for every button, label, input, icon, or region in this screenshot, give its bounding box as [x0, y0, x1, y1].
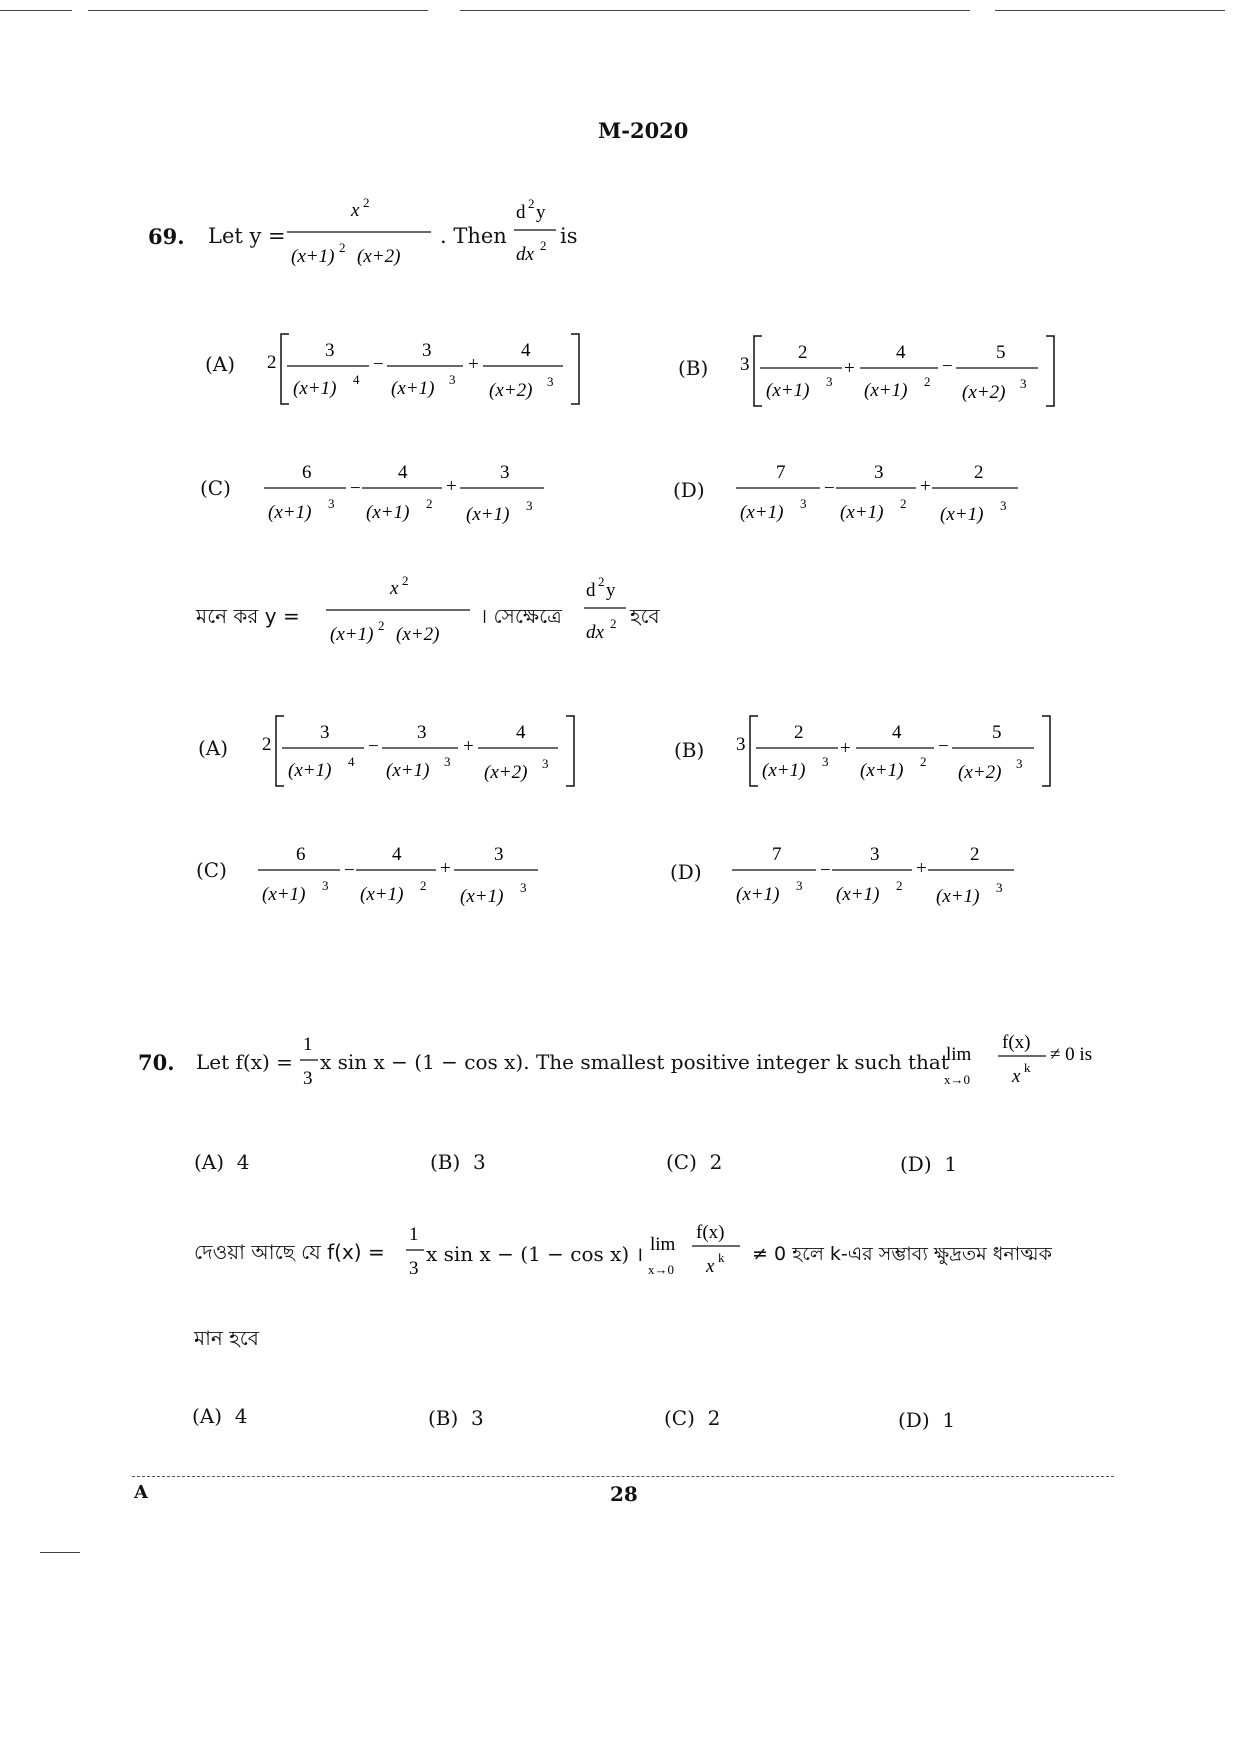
svg-text:−: −: [350, 478, 361, 499]
top-rule-mid: [88, 10, 428, 11]
svg-text:3: 3: [325, 340, 335, 361]
q70-option-c[interactable]: [666, 1150, 722, 1174]
q70-option-c-value: 2: [709, 1150, 723, 1174]
svg-text:1: 1: [409, 1224, 419, 1245]
svg-text:k: k: [718, 1250, 725, 1265]
svg-text:+: +: [840, 738, 851, 759]
svg-text:2: 2: [900, 496, 907, 511]
q69-bn-option-d-expression[interactable]: [730, 838, 1030, 914]
q70-option-a[interactable]: [194, 1150, 250, 1174]
q70-bn-option-c-label: (C): [664, 1406, 695, 1430]
q69-bn-option-c-label[interactable]: (C): [196, 858, 227, 882]
svg-text:3: 3: [796, 878, 803, 893]
svg-text:+: +: [440, 858, 451, 879]
q69-option-d-label[interactable]: (D): [673, 478, 705, 502]
svg-text:f(x): f(x): [696, 1222, 725, 1243]
svg-text:(x+1): (x+1): [860, 760, 904, 781]
q69-bengali-second-derivative: [580, 572, 630, 652]
svg-text:−: −: [344, 860, 355, 881]
footer-rule: [132, 1476, 1114, 1477]
q70-bn-option-a-value: 4: [234, 1404, 248, 1428]
svg-text:3: 3: [547, 374, 554, 389]
svg-text:(x+2): (x+2): [962, 382, 1006, 403]
q70-one-third-fraction: [298, 1030, 320, 1100]
svg-text:2: 2: [262, 734, 272, 755]
svg-text:k: k: [1024, 1060, 1031, 1075]
svg-text:2: 2: [970, 844, 980, 865]
q69-option-c-expression[interactable]: [262, 456, 562, 532]
svg-text:3: 3: [542, 756, 549, 771]
svg-text:5: 5: [996, 342, 1006, 363]
numerator-x: x: [351, 200, 360, 221]
svg-text:(x+1): (x+1): [762, 760, 806, 781]
svg-text:3: 3: [1000, 498, 1007, 513]
svg-text:(x+1): (x+1): [360, 884, 404, 905]
q70-bengali-intro: দেওয়া আছে যে f(x) =: [194, 1240, 385, 1264]
q70-option-d[interactable]: [900, 1152, 957, 1176]
svg-text:(x+2): (x+2): [396, 624, 440, 645]
svg-text:4: 4: [353, 372, 360, 387]
svg-text:3: 3: [409, 1258, 419, 1279]
q69-bn-option-d-label[interactable]: (D): [670, 860, 702, 884]
svg-text:3: 3: [500, 462, 510, 483]
svg-text:2: 2: [920, 754, 927, 769]
svg-text:(x+2): (x+2): [958, 762, 1002, 783]
q69-bengali-mid: । সেক্ষেত্রে: [480, 604, 562, 628]
svg-text:(x+1): (x+1): [466, 504, 510, 525]
svg-text:3: 3: [520, 880, 527, 895]
svg-text:3: 3: [303, 1068, 313, 1089]
svg-text:+: +: [920, 476, 931, 497]
svg-text:+: +: [446, 476, 457, 497]
svg-text:3: 3: [449, 372, 456, 387]
svg-text:−: −: [824, 478, 835, 499]
svg-text:4: 4: [392, 844, 402, 865]
q69-bn-option-a-expression[interactable]: [260, 710, 580, 792]
q70-bn-option-d[interactable]: [898, 1408, 955, 1432]
svg-text:5: 5: [992, 722, 1002, 743]
svg-text:−: −: [820, 860, 831, 881]
svg-text:−: −: [368, 736, 379, 757]
svg-text:2: 2: [426, 496, 433, 511]
svg-text:1: 1: [303, 1034, 313, 1055]
svg-text:x→0: x→0: [944, 1072, 970, 1087]
q69-bn-option-b-label[interactable]: (B): [674, 738, 705, 762]
svg-text:+: +: [916, 858, 927, 879]
svg-text:2: 2: [924, 374, 931, 389]
svg-text:(x+1): (x+1): [262, 884, 306, 905]
svg-text:4: 4: [398, 462, 408, 483]
svg-text:2: 2: [420, 878, 427, 893]
q70-bn-option-b-value: 3: [471, 1406, 484, 1430]
svg-text:2: 2: [402, 573, 409, 588]
svg-text:lim: lim: [946, 1044, 972, 1065]
question-number-70: 70.: [138, 1050, 175, 1075]
svg-text:3: 3: [736, 734, 746, 755]
svg-text:2: 2: [540, 238, 547, 253]
svg-text:(x+1): (x+1): [366, 502, 410, 523]
q69-option-c-label[interactable]: (C): [200, 476, 231, 500]
svg-text:3: 3: [526, 498, 533, 513]
q70-option-d-label: (D): [900, 1152, 932, 1176]
top-rule-right: [995, 10, 1225, 11]
svg-text:3: 3: [870, 844, 880, 865]
svg-text:y: y: [536, 202, 546, 223]
svg-text:3: 3: [444, 754, 451, 769]
svg-text:f(x): f(x): [1002, 1032, 1031, 1053]
svg-text:+: +: [463, 736, 474, 757]
svg-text:x→0: x→0: [648, 1262, 674, 1277]
svg-text:7: 7: [772, 844, 782, 865]
svg-text:6: 6: [296, 844, 306, 865]
svg-text:−: −: [942, 356, 953, 377]
q69-option-b-label[interactable]: (B): [678, 356, 709, 380]
svg-text:(x+1): (x+1): [268, 502, 312, 523]
svg-text:2: 2: [339, 240, 346, 255]
q70-bn-option-a[interactable]: [192, 1404, 248, 1428]
set-code: A: [134, 1482, 148, 1503]
svg-text:3: 3: [826, 374, 833, 389]
svg-text:(x+1): (x+1): [836, 884, 880, 905]
q69-bengali-intro: মনে কর y =: [196, 604, 300, 628]
q69-bengali-function-fraction: [322, 570, 474, 658]
q70-bengali-line2: মান হবে: [194, 1326, 259, 1350]
svg-text:3: 3: [417, 722, 427, 743]
svg-text:3: 3: [494, 844, 504, 865]
svg-text:x: x: [1012, 1066, 1021, 1087]
svg-text:(x+1): (x+1): [940, 504, 984, 525]
svg-text:(x+2): (x+2): [489, 380, 533, 401]
svg-text:(x+1): (x+1): [330, 624, 374, 645]
q69-option-d-expression[interactable]: [734, 456, 1034, 532]
q70-bn-option-c-value: 2: [707, 1406, 721, 1430]
svg-text:4: 4: [892, 722, 902, 743]
svg-text:+: +: [844, 358, 855, 379]
q70-option-a-value: 4: [236, 1150, 250, 1174]
q69-option-b-expression[interactable]: [738, 330, 1058, 412]
svg-text:(x+1): (x+1): [766, 380, 810, 401]
svg-text:(x+1): (x+1): [386, 760, 430, 781]
q69-bn-option-a-label[interactable]: (A): [198, 736, 229, 760]
q70-option-d-value: 1: [944, 1152, 958, 1176]
svg-text:y: y: [606, 580, 616, 601]
top-rule-center: [460, 10, 970, 11]
svg-text:2: 2: [598, 574, 605, 589]
svg-text:2: 2: [378, 618, 385, 633]
svg-text:3: 3: [320, 722, 330, 743]
page-code: M-2020: [598, 118, 689, 143]
svg-text:3: 3: [822, 754, 829, 769]
svg-text:+: +: [468, 354, 479, 375]
svg-text:3: 3: [322, 878, 329, 893]
svg-text:2: 2: [798, 342, 808, 363]
svg-text:2: 2: [794, 722, 804, 743]
q69-option-a-expression[interactable]: [265, 328, 585, 410]
svg-text:7: 7: [776, 462, 786, 483]
q70-option-b[interactable]: [430, 1150, 486, 1174]
q70-statement-text: x sin x − (1 − cos x). The smallest positive integer k such that: [320, 1050, 949, 1074]
svg-text:3: 3: [328, 496, 335, 511]
svg-text:d: d: [586, 580, 596, 601]
svg-text:(x+1): (x+1): [391, 378, 435, 399]
svg-text:3: 3: [1020, 376, 1027, 391]
svg-text:2: 2: [974, 462, 984, 483]
q70-bn-one-third-fraction: [404, 1220, 426, 1290]
svg-text:3: 3: [1016, 756, 1023, 771]
q69-second-derivative: [510, 194, 560, 274]
svg-text:≠ 0 is: ≠ 0 is: [1050, 1044, 1093, 1065]
svg-text:−: −: [373, 354, 384, 375]
svg-text:2: 2: [363, 195, 370, 210]
q70-bengali-expression: x sin x − (1 − cos x) ।: [426, 1242, 644, 1266]
q69-bengali-end: হবে: [630, 604, 660, 628]
page-number: 28: [610, 1482, 638, 1506]
q70-bn-option-d-value: 1: [942, 1408, 956, 1432]
svg-text:lim: lim: [650, 1234, 676, 1255]
svg-text:(x+1): (x+1): [736, 884, 780, 905]
svg-text:3: 3: [740, 354, 750, 375]
q69-option-a-label[interactable]: (A): [205, 352, 236, 376]
svg-text:4: 4: [348, 754, 355, 769]
q70-option-b-value: 3: [473, 1150, 486, 1174]
q69-bn-option-c-expression[interactable]: [256, 838, 556, 914]
q70-option-c-label: (C): [666, 1150, 697, 1174]
svg-text:x: x: [390, 578, 399, 599]
q70-option-b-label: (B): [430, 1150, 461, 1174]
svg-text:(x+2): (x+2): [484, 762, 528, 783]
svg-text:6: 6: [302, 462, 312, 483]
svg-text:3: 3: [422, 340, 432, 361]
q69-let-text: Let y =: [208, 224, 286, 248]
q70-bn-option-b[interactable]: [428, 1406, 484, 1430]
svg-text:(x+1): (x+1): [288, 760, 332, 781]
svg-text:(x+1): (x+1): [740, 502, 784, 523]
q70-option-a-label: (A): [194, 1150, 225, 1174]
q70-bn-option-c[interactable]: [664, 1406, 720, 1430]
svg-text:2: 2: [896, 878, 903, 893]
q70-limit-expression: [940, 1028, 1116, 1100]
q69-then-text: . Then: [440, 224, 507, 248]
svg-text:dx: dx: [516, 244, 534, 265]
top-rule-left: [0, 10, 72, 11]
svg-text:(x+2): (x+2): [357, 246, 401, 267]
question-number-69: 69.: [148, 224, 185, 249]
q69-function-fraction: [283, 192, 435, 280]
q70-bengali-condition: ≠ 0 হলে k-এর সম্ভাব্য ক্ষুদ্রতম ধনাত্মক: [752, 1243, 1052, 1265]
q70-let-text: Let f(x) =: [196, 1050, 293, 1074]
svg-text:4: 4: [896, 342, 906, 363]
svg-text:(x+1): (x+1): [460, 886, 504, 907]
q69-is-text: is: [560, 224, 578, 248]
svg-text:(x+1): (x+1): [291, 246, 335, 267]
q70-bn-option-d-label: (D): [898, 1408, 930, 1432]
q70-bn-option-a-label: (A): [192, 1404, 223, 1428]
svg-text:4: 4: [521, 340, 531, 361]
svg-text:(x+1): (x+1): [840, 502, 884, 523]
svg-text:−: −: [938, 736, 949, 757]
svg-text:dx: dx: [586, 622, 604, 643]
svg-text:(x+1): (x+1): [936, 886, 980, 907]
q70-bn-option-b-label: (B): [428, 1406, 459, 1430]
svg-text:2: 2: [528, 196, 535, 211]
svg-text:x: x: [706, 1256, 715, 1277]
margin-mark: [40, 1552, 80, 1553]
svg-text:3: 3: [874, 462, 884, 483]
svg-text:4: 4: [516, 722, 526, 743]
q69-bn-option-b-expression[interactable]: [734, 710, 1054, 792]
q70-bn-limit-expression: [644, 1218, 748, 1290]
svg-text:3: 3: [800, 496, 807, 511]
svg-text:(x+1): (x+1): [864, 380, 908, 401]
svg-text:3: 3: [996, 880, 1003, 895]
svg-text:2: 2: [267, 352, 277, 373]
svg-text:d: d: [516, 202, 526, 223]
svg-text:2: 2: [610, 616, 617, 631]
svg-text:(x+1): (x+1): [293, 378, 337, 399]
